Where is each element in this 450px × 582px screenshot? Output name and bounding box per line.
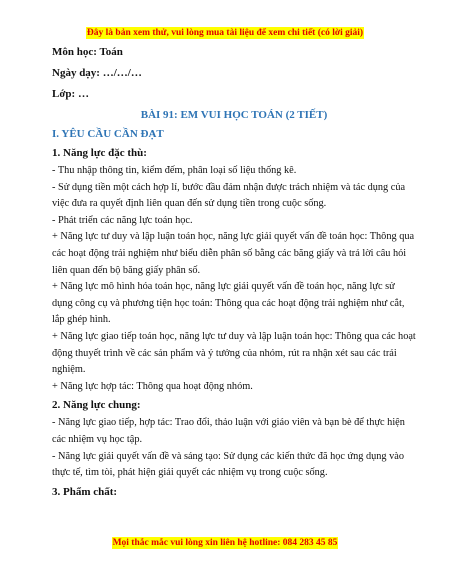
paragraph: + Năng lực hợp tác: Thông qua hoạt động nhóm. xyxy=(52,380,253,392)
lesson-title: BÀI 91: EM VUI HỌC TOÁN (2 TIẾT) xyxy=(140,109,328,121)
class-line: Lớp: … xyxy=(52,88,89,100)
paragraph: + Năng lực mô hình hóa toán học, năng lực giải quyết vấn đề toán học, năng lực sử dụng công cụ và phương tiện học toán: Thông qua các hoạt động trải nghiệm như cắt, lắp ghép hình. xyxy=(52,281,405,326)
document-content xyxy=(52,45,416,502)
preview-banner-text: Đây là bản xem thử, vui lòng mua tài liệu để xem chi tiết (có lời giải) xyxy=(86,28,364,38)
paragraph: + Năng lực tư duy và lập luận toán học, năng lực giải quyết vấn đề toán học: Thông qua các hoạt động trải nghiệm như biểu diễn phân số bằng các băng giấy và trả lời câu hỏi liên quan đến bộ băng giấy phân số. xyxy=(52,231,415,276)
paragraph: - Năng lực giao tiếp, hợp tác: Trao đổi, thảo luận với giáo viên và bạn bè để thực hiện các nhiệm vụ học tập. xyxy=(52,417,405,445)
subheading-general-competence: 2. Năng lực chung: xyxy=(52,399,141,412)
preview-banner xyxy=(0,27,450,39)
subject-line: Môn học: Toán xyxy=(52,46,123,58)
paragraph: - Năng lực giải quyết vấn đề và sáng tạo: Sử dụng các kiến thức đã học ứng dụng vào thực tế, tìm tòi, phát hiện giải quyết các nhiệm vụ trong cuộc sống. xyxy=(52,450,405,479)
hotline-banner xyxy=(0,537,450,549)
subheading-qualities: 3. Phẩm chất: xyxy=(52,485,118,498)
date-line: Ngày dạy: …/…/… xyxy=(52,67,142,79)
paragraph: + Năng lực giao tiếp toán học, năng lực tư duy và lập luận toán học: Thông qua các hoạt động thuyết trình về các sản phẩm và ý tưởng của nhóm, rút ra nhận xét sau các trải nghiệm. xyxy=(52,330,416,376)
paragraph: - Sử dụng tiền một cách hợp lí, bước đầu đảm nhận được trách nhiệm và tác dụng của việc đưa ra quyết định liên quan đến sử dụng tiền trong cuộc sống. xyxy=(52,181,406,210)
section-title-requirements: I. YÊU CẦU CẦN ĐẠT xyxy=(52,128,164,140)
paragraph: - Thu nhập thông tin, kiểm đếm, phân loại số liệu thống kê. xyxy=(52,165,297,176)
paragraph: - Phát triển các năng lực toán học. xyxy=(52,214,193,226)
subheading-specific-competence: 1. Năng lực đặc thù: xyxy=(52,147,147,159)
hotline-banner-text: Mọi thắc mắc vui lòng xin liên hệ hotline: 084 283 45 85 xyxy=(112,538,338,548)
